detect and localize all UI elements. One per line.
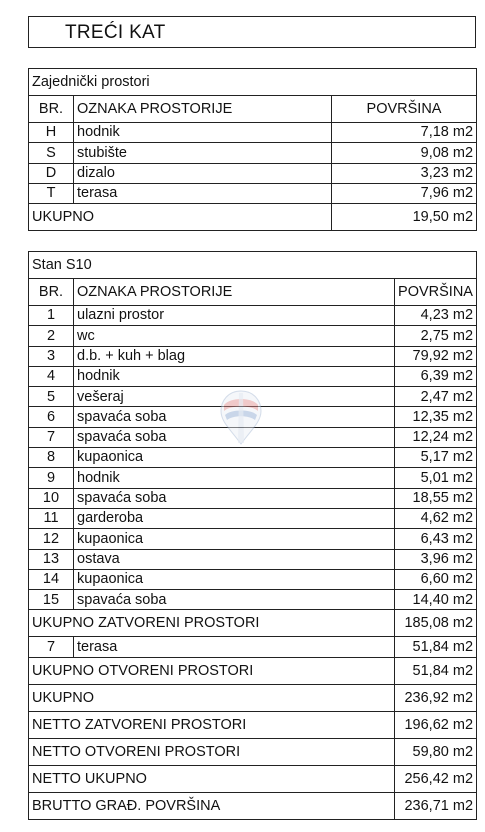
room-number: 12 [29,529,74,549]
room-number: S [29,143,74,163]
room-name: hodnik [74,366,395,386]
room-area: 7,18 m2 [332,123,477,143]
apartment-room-row [29,590,477,610]
apartment-room-row [29,488,477,508]
room-area: 2,75 m2 [395,326,477,346]
room-name: kupaonica [74,448,395,468]
room-area: 7,96 m2 [332,183,477,203]
re-max-balloon-icon [218,389,264,447]
summary-label: UKUPNO [29,684,395,711]
common-total-value: 19,50 m2 [332,204,477,231]
room-area: 3,96 m2 [395,549,477,569]
header-name: OZNAKA PROSTORIJE [74,96,332,123]
room-number: 14 [29,569,74,589]
open-room-number: 7 [29,637,74,657]
room-name: spavaća soba [74,590,395,610]
room-name: stubište [74,143,332,163]
room-name: ostava [74,549,395,569]
common-room-row [29,143,477,163]
apartment-title-row [29,252,477,279]
apartment-rooms-body [29,306,477,610]
room-name: spavaća soba [74,427,395,447]
common-room-row [29,123,477,143]
room-area: 6,43 m2 [395,529,477,549]
summary-row [29,711,477,738]
summary-label: BRUTTO GRAĐ. POVRŠINA [29,792,395,819]
room-number: 7 [29,427,74,447]
apartment-room-row [29,306,477,326]
room-name: wc [74,326,395,346]
common-room-row [29,163,477,183]
summary-value: 256,42 m2 [395,765,477,792]
summary-value: 196,62 m2 [395,711,477,738]
apartment-room-row [29,326,477,346]
apartment-room-row [29,508,477,528]
room-area: 3,23 m2 [332,163,477,183]
common-areas-table [28,68,477,231]
room-area: 12,35 m2 [395,407,477,427]
room-name: kupaonica [74,569,395,589]
room-number: 4 [29,366,74,386]
common-room-row [29,183,477,203]
room-name: ulazni prostor [74,306,395,326]
room-area: 79,92 m2 [395,346,477,366]
apartment-header-row [29,279,477,306]
summary-row [29,684,477,711]
apartment-room-row [29,549,477,569]
room-area: 4,62 m2 [395,508,477,528]
room-area: 18,55 m2 [395,488,477,508]
open-room-name: terasa [74,637,395,657]
closed-total-value: 185,08 m2 [395,610,477,637]
closed-total-label: UKUPNO ZATVORENI PROSTORI [29,610,395,637]
common-total-row [29,204,477,231]
summary-value: 59,80 m2 [395,738,477,765]
room-name: vešeraj [74,387,395,407]
header-br: BR. [29,279,74,306]
common-total-label: UKUPNO [29,204,332,231]
header-area: POVRŠINA [332,96,477,123]
apartment-room-row [29,468,477,488]
room-area: 5,17 m2 [395,448,477,468]
room-area: 6,39 m2 [395,366,477,386]
summary-row [29,657,477,684]
room-number: 1 [29,306,74,326]
floor-title: TREĆI KAT [65,22,166,43]
room-name: hodnik [74,468,395,488]
summary-row [29,738,477,765]
summary-label: NETTO UKUPNO [29,765,395,792]
header-area: POVRŠINA [395,279,477,306]
room-area: 4,23 m2 [395,306,477,326]
open-room-area: 51,84 m2 [395,637,477,657]
room-number: H [29,123,74,143]
common-rooms-body [29,123,477,204]
room-number: 11 [29,508,74,528]
summary-row [29,765,477,792]
room-number: 13 [29,549,74,569]
room-name: garderoba [74,508,395,528]
room-area: 6,60 m2 [395,569,477,589]
room-number: 5 [29,387,74,407]
apartment-room-row [29,366,477,386]
room-number: 2 [29,326,74,346]
summary-value: 236,92 m2 [395,684,477,711]
apartment-room-row [29,529,477,549]
header-name: OZNAKA PROSTORIJE [74,279,395,306]
room-number: 6 [29,407,74,427]
open-room-row [29,637,477,657]
room-number: T [29,183,74,203]
header-br: BR. [29,96,74,123]
room-name: kupaonica [74,529,395,549]
room-name: terasa [74,183,332,203]
apartment-room-row [29,448,477,468]
room-area: 12,24 m2 [395,427,477,447]
common-areas-title-row [29,69,477,96]
room-number: 9 [29,468,74,488]
closed-total-row [29,610,477,637]
summary-label: NETTO OTVORENI PROSTORI [29,738,395,765]
room-name: spavaća soba [74,488,395,508]
common-areas-title: Zajednički prostori [29,69,477,96]
room-area: 14,40 m2 [395,590,477,610]
summary-label: UKUPNO OTVORENI PROSTORI [29,657,395,684]
apartment-title: Stan S10 [29,252,477,279]
room-name: hodnik [74,123,332,143]
room-number: 3 [29,346,74,366]
apartment-summaries-body [29,657,477,819]
room-name: d.b. + kuh + blag [74,346,395,366]
summary-value: 236,71 m2 [395,792,477,819]
summary-row [29,792,477,819]
apartment-room-row [29,569,477,589]
room-number: 8 [29,448,74,468]
apartment-table [28,251,477,820]
summary-label: NETTO ZATVORENI PROSTORI [29,711,395,738]
room-number: D [29,163,74,183]
summary-value: 51,84 m2 [395,657,477,684]
room-name: spavaća soba [74,407,395,427]
room-name: dizalo [74,163,332,183]
room-area: 2,47 m2 [395,387,477,407]
room-number: 10 [29,488,74,508]
floor-title-box [28,16,476,48]
room-number: 15 [29,590,74,610]
apartment-room-row [29,346,477,366]
room-area: 5,01 m2 [395,468,477,488]
common-areas-header-row [29,96,477,123]
room-area: 9,08 m2 [332,143,477,163]
